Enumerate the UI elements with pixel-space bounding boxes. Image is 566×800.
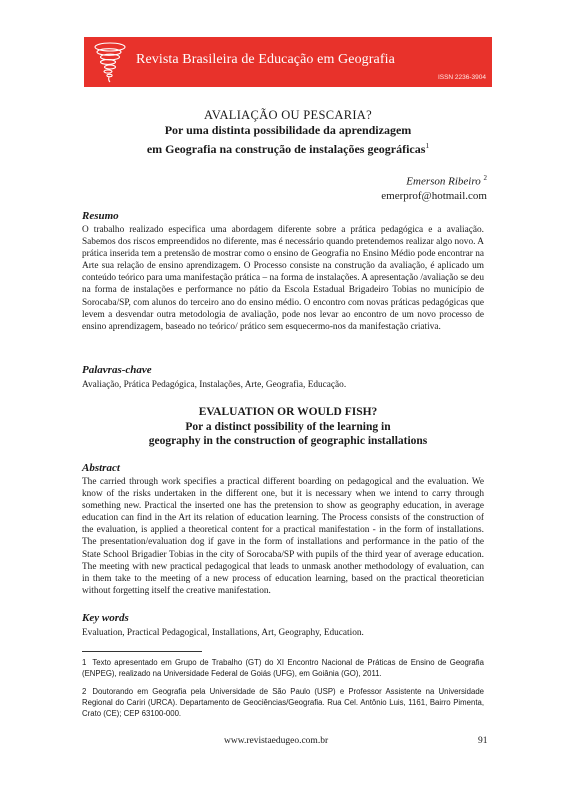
page-number: 91 [478,736,488,746]
title-main: AVALIAÇÃO OU PESCARIA? [204,108,372,122]
article-title [82,108,494,157]
footer-url[interactable]: www.revistaedugeo.com.br [224,736,329,746]
issn-label: ISSN 2236-3904 [437,74,486,81]
tornado-spiral-logo-icon [88,40,132,84]
palavras-chave-text: Avaliação, Prática Pedagógica, Instalações, Arte, Geografia, Educação. [82,380,347,390]
resumo-heading: Resumo [82,210,119,222]
english-title-line-2: Por a distinct possibility of the learning in [185,420,391,433]
footnote-2-text: Doutorando em Geografia pela Universidade de São Paulo (USP) e Professor Assistente na Universidade Regional do Cariri (URCA). Departamento de Geociências/Geografia. Rua Cel. Antônio Luis, 1161, Bairro Pimenta, Crato (CE); CEP 63100-000. [82,687,484,718]
footnote-1-text: Texto apresentado em Grupo de Trabalho (GT) do XI Encontro Nacional de Práticas de Ensino de Geografia (ENPEG), realizado na Universidade Federal de Goiás (UFG), em Goiânia (GO), 2011. [82,658,484,678]
palavras-chave-heading: Palavras-chave [82,364,152,376]
title-line-2: Por uma distinta possibilidade da aprendizagem [164,123,412,137]
author-name-line [381,171,487,189]
author-block [381,171,487,203]
footnote-2 [82,686,484,719]
footnote-ref-2[interactable]: 2 [483,174,487,182]
footnote-1 [82,657,484,679]
resumo-text: O trabalho realizado especifica uma abordagem diferente sobre a prática pedagógica e a avaliação. Sabemos dos riscos empreendidos no diferente, mas é necessário quando pretendemos realizar algo novo. A prática inserida tem a pretensão de mostrar como o ensino de Geografia no Ensino Médio pode encontrar na Arte sua relação de ensino aprendizagem. O Processo consiste na construção da avaliação, é aplicado um conteúdo teórico para uma manifestação prática – na forma de instalações. A apresentação /avaliação se deu na forma de instalações e performance no pátio da Escola Estadual Brigadeiro Tobias no município de Sorocaba/SP, com alunos do terceiro ano do ensino médio. O encontro com novas práticas pedagógicas que levem a desvendar outra metodologia de avaliação, pode nos levar ao encontro de um novo processo de ensino aprendizagem, baseado no teórico/ prático sem esquecermo-nos da manifestação criativa. [82,225,484,332]
footnote-1-number: 1 [82,658,87,667]
journal-banner [84,37,492,87]
abstract-text: The carried through work specifies a practical different boarding on pedagogical and the evaluation. We know of the risks undertaken in the different one, but it is necessary when we intend to carry through something new. Practical the inserted one has the pretension to show as geography education, in average education can find in the Art its relation of education learning. The Process consists of the construction of the evaluation, is applied a theoretical content for a practical manifestation - in the form of installations. The presentation/evaluation dog if gave in the form of installations and performance in the patio of the State School Brigadier Tobias in the city of Sorocaba/SP with pupils of the third year of average education. The meeting with new practical pedagogical that leads to unmask another methodology of evaluation, can in them take to the meeting of a new process of education learning, based on the practical theoretician without forgetting itself the creative manifestation. [82,477,484,596]
author-email[interactable]: emerprof@hotmail.com [381,189,487,202]
journal-title: Revista Brasileira de Educação em Geografia [136,52,395,67]
keywords-heading: Key words [82,612,129,624]
title-line-3: em Geografia na construção de instalações geográficas$^1$ [146,141,430,156]
english-title-line-1: EVALUATION OR WOULD FISH? [198,406,378,418]
english-title-line-3: geography in the construction of geographic installations [148,435,428,447]
keywords-text: Evaluation, Practical Pedagogical, Installations, Art, Geography, Education. [82,628,364,638]
footnote-2-number: 2 [82,687,87,696]
footnote-ref-1[interactable]: 1 [425,141,430,150]
abstract-heading: Abstract [82,462,120,474]
author-name: Emerson Ribeiro [406,175,481,188]
footnote-divider [82,651,202,652]
english-title [82,405,494,449]
